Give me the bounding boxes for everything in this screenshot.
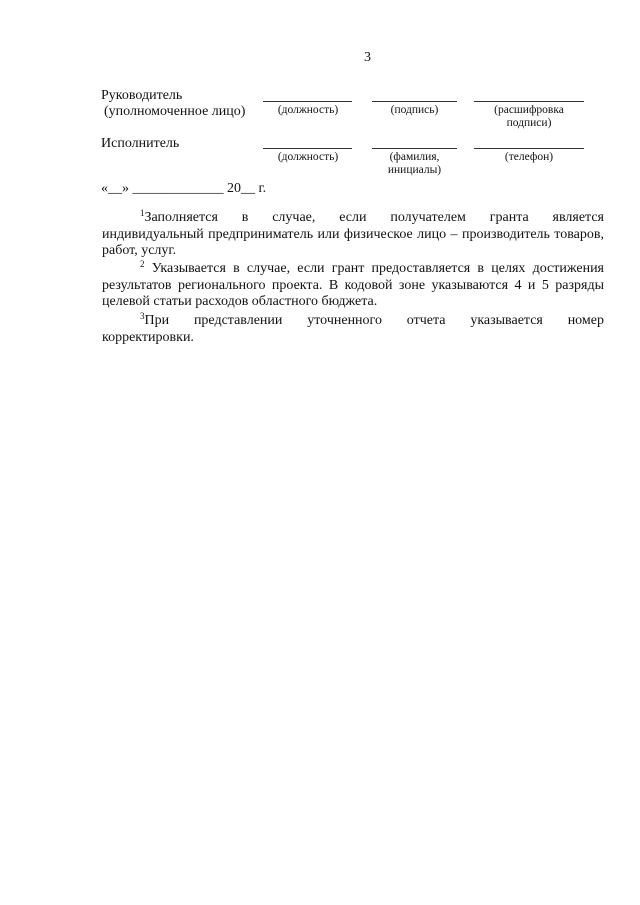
executor-name-caption: (фамилия, инициалы) — [387, 151, 442, 176]
executor-phone-line — [474, 148, 584, 149]
footnote-2-marker: 2 — [140, 259, 145, 269]
footnote-2-text: Указывается в случае, если грант предоставляется в целях достижения результатов регионального проекта. В кодовой зоне указываются 4 и 5 разряды целевой статьи расходов областного бюджета. — [102, 261, 605, 309]
executor-name-line — [372, 148, 457, 149]
date-line: «__» _____________ 20__ г. — [101, 181, 267, 196]
footnote-1-text: индивидуальный предприниматель или физическое лицо – производитель товаров, работ, услуг. — [102, 226, 604, 258]
footnote-2 — [102, 261, 604, 311]
head-decoding-line — [474, 101, 584, 102]
footnote-3-line1: При представлении уточненного отчета указывается номер — [144, 313, 604, 328]
footnote-3 — [102, 313, 604, 346]
executor-position-caption: (должность) — [277, 151, 339, 163]
executor-phone-caption: (телефон) — [504, 151, 554, 163]
footnote-1-line1: Заполняется в случае, если получателем гранта является — [144, 210, 604, 225]
head-sublabel: (уполномоченное лицо) — [104, 104, 246, 119]
head-signature-caption: (подпись) — [390, 104, 439, 116]
page-number: 3 — [364, 50, 371, 65]
head-decoding-caption: (расшифровка подписи) — [494, 104, 564, 129]
head-position-line — [263, 101, 352, 102]
head-signature-line — [372, 101, 457, 102]
head-position-caption: (должность) — [277, 104, 339, 116]
footnote-3-text: корректировки. — [102, 329, 194, 345]
executor-position-line — [263, 148, 352, 149]
footnote-1-marker: 1 — [140, 208, 145, 218]
executor-label: Исполнитель — [101, 136, 180, 151]
footnote-1 — [102, 210, 604, 260]
head-label: Руководитель — [101, 88, 183, 103]
footnote-3-marker: 3 — [140, 311, 145, 321]
